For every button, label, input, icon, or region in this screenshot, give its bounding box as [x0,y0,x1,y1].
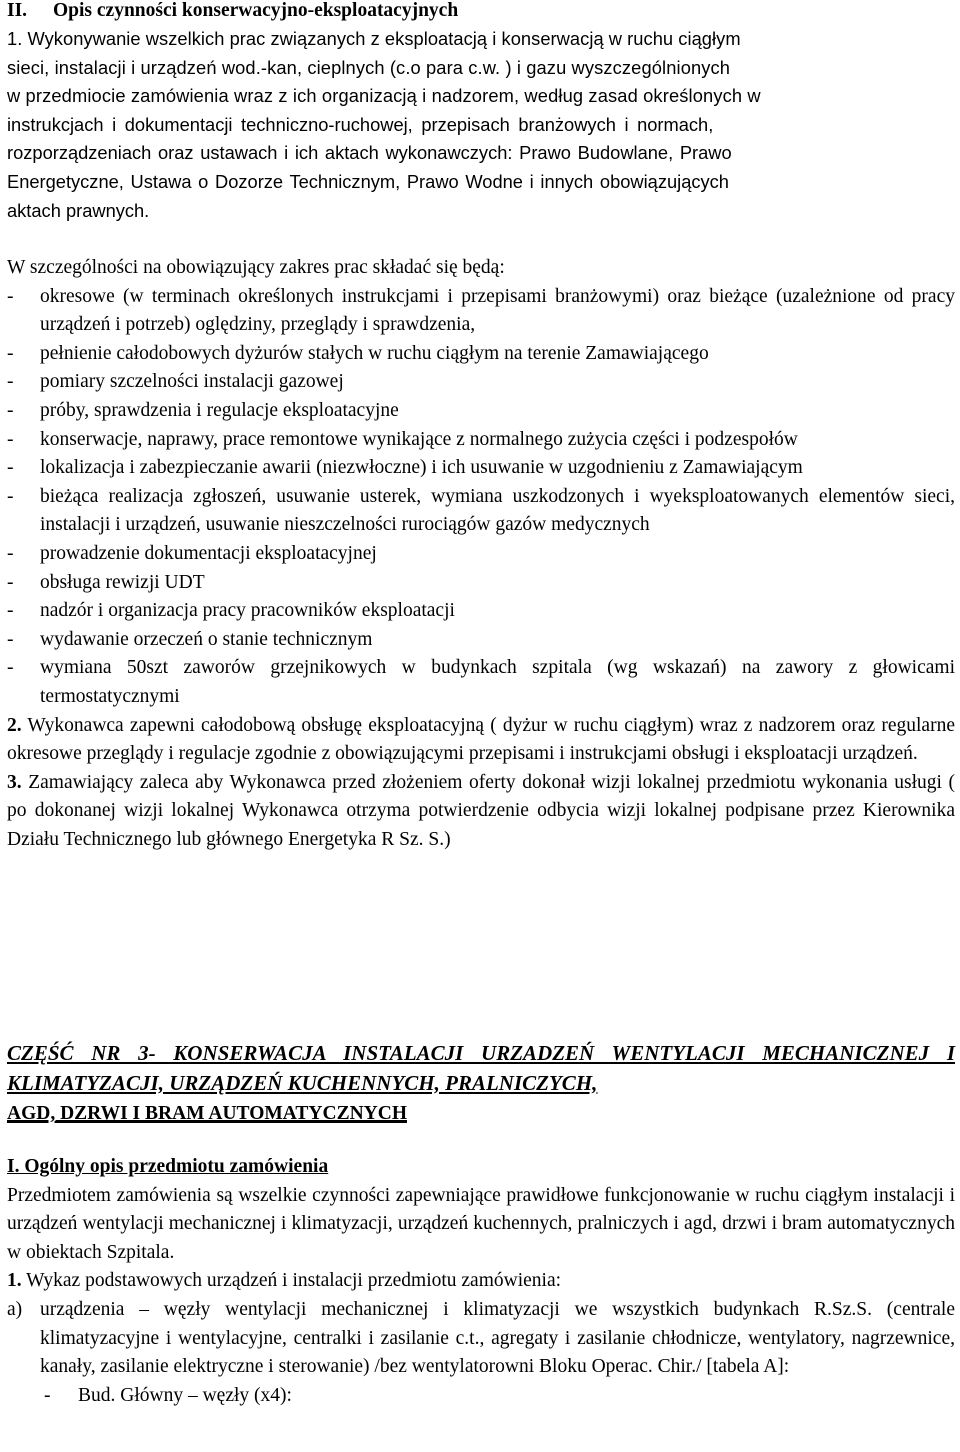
list-dash: - [7,628,14,650]
section-ii-heading [7,0,458,26]
list-item-a [7,1296,955,1382]
list-dash: - [7,457,14,479]
point-1-line: 1. Wykonywanie wszelkich prac związanych z eksploatacją i konserwacją w ruchu ciągłym [7,28,741,49]
scope-item-text: pełnienie całodobowych dyżurów stałych w ruchu ciągłym na terenie Zamawiającego [40,342,709,364]
list-dash: - [7,485,14,507]
list-dash: - [7,571,14,593]
scope-list-item [7,368,955,397]
list-dash: - [7,399,14,421]
section-i-list-intro-text: Wykaz podstawowych urządzeń i instalacji przedmiotu zamówienia: [21,1270,562,1292]
scope-list-item [7,426,955,455]
scope-item-text: wydawanie orzeczeń o stanie technicznym [40,628,373,650]
list-item-a-text: urządzenia – węzły wentylacji mechanicznej i klimatyzacji we wszystkich budynkach R.Sz.S. (centrale klimatyzacyjne i wentylacyjne, centralki i zasilanie c.t., agregaty i zasilanie chłodnicze, wentylatory, nagrzewnice, kanały, zasilanie elektryczne i sterowanie) /bez wentylatorowni Bloku Operac. Chir./ [tabela A]: [40,1298,955,1378]
list-dash: - [7,657,14,679]
section-ii-numeral: II. [7,0,28,21]
scope-list-item [7,340,955,369]
scope-item-text: prowadzenie dokumentacji eksploatacyjnej [40,542,377,564]
point-1-line: Energetyczne, Ustawa o Dozorze Technicznym, Prawo Wodne i innych obowiązujących [7,170,729,192]
scope-list-item [7,626,955,655]
sub-list-item [7,1382,955,1411]
point-1-line: w przedmiocie zamówienia wraz z ich organizacją i nadzorem, według zasad określonych w [7,85,761,107]
list-dash: - [7,600,14,622]
point-1-line: rozporządzeniach oraz ustawach i ich aktach wykonawczych: Prawo Budowlane, Prawo [7,142,732,164]
scope-item-text: bieżąca realizacja zgłoszeń, usuwanie usterek, wymiana uszkodzonych i wyeksploatowanych elementów sieci, instalacji i urządzeń, usuwanie nieszczelności rurociągów gazów medycznych [40,485,955,536]
scope-intro: W szczególności na obowiązujący zakres prac składać się będą: [7,257,505,278]
scope-list-item [7,540,955,569]
point-1-paragraph [7,25,955,225]
scope-section [7,254,955,854]
section-i-paragraph: Przedmiotem zamówienia są wszelkie czynności zapewniające prawidłowe funkcjonowanie w ruchu ciągłym instalacji i urządzeń wentylacji mechanicznej i klimatyzacji, urządzeń kuchennych, pralniczych i agd, drzwi i bram automatycznych w obiektach Szpitala. [7,1184,955,1263]
section-i-list-number: 1. [7,1270,22,1292]
list-dash: - [7,428,14,450]
part-3-title-tail: AGD, DZRWI I BRAM AUTOMATYCZNYCH [7,1103,407,1124]
point-1-line: sieci, instalacji i urządzeń wod.-kan, cieplnych (c.o para c.w. ) i gazu wyszczególnionych [7,56,731,78]
point-2-paragraph [7,712,955,769]
scope-item-text: wymiana 50szt zaworów grzejnikowych w budynkach szpitala (wg wskazań) na zawory z głowicami termostatycznymi [40,657,955,707]
scope-list-item [7,397,955,426]
list-dash: - [44,1384,51,1406]
scope-item-text: nadzór i organizacja pracy pracowników eksploatacji [40,600,455,622]
list-item-a-label: a) [7,1298,23,1320]
point-3-paragraph [7,769,955,855]
scope-list-item [7,597,955,626]
section-ii-title: Opis czynności konserwacyjno-eksploatacyjnych [53,0,459,21]
scope-item-text: konserwacje, naprawy, prace remontowe wynikające z normalnego zużycia części i podzespołów [40,428,798,450]
sub-list-item-text: Bud. Główny – węzły (x4): [78,1384,292,1406]
point-3-text: Zamawiający zaleca aby Wykonawca przed złożeniem oferty dokonał wizji lokalnej przedmiotu wykonania usługi ( po dokonanej wizji lokalnej Wykonawca otrzyma potwierdzenie odbycia wizji lokalnej podpisane przez Kierownika Działu Technicznego lub głównego Energetyka R Sz. S.) [7,771,955,850]
list-dash: - [7,342,14,364]
scope-list-item [7,654,955,711]
scope-list-item [7,483,955,540]
list-dash: - [7,371,14,393]
section-i [7,1153,955,1410]
point-1-line: instrukcjach i dokumentacji techniczno-ruchowej, przepisach branżowych i normach, [7,113,714,135]
scope-list-item [7,283,955,340]
part-3-title-main: CZĘŚĆ NR 3- KONSERWACJA INSTALACJI URZADZEŃ WENTYLACJI MECHANICZNEJ I KLIMATYZACJI, URZĄDZEŃ KUCHENNYCH, PRALNICZYCH, [7,1041,955,1095]
point-2-text: Wykonawca zapewni całodobową obsługę eksploatacyjną ( dyżur w ruchu ciągłym) wraz z nadzorem oraz regularne okresowe przeglądy i regulacje zgodnie z obowiązującymi przepisami i instrukcjami obsługi i eksploatacji urządzeń. [7,714,955,765]
point-3-number: 3. [7,771,22,793]
list-dash: - [7,542,14,564]
part-3-title [7,1039,955,1129]
scope-item-text: lokalizacja i zabezpieczanie awarii (niezwłoczne) i ich usuwanie w uzgodnieniu z Zamawiającym [40,457,803,479]
part-3-title-tail-wrap [7,1098,955,1129]
section-i-heading: I. Ogólny opis przedmiotu zamówienia [7,1156,329,1177]
list-dash: - [7,285,14,307]
scope-item-text: próby, sprawdzenia i regulacje eksploatacyjne [40,399,399,421]
point-2-number: 2. [7,714,22,736]
scope-item-text: pomiary szczelności instalacji gazowej [40,371,344,393]
scope-list-item [7,454,955,483]
scope-item-text: okresowe (w terminach określonych instrukcjami i przepisami branżowymi) oraz bieżące (uzależnione od pracy urządzeń i potrzeb) oględziny, przeglądy i sprawdzenia, [40,285,955,336]
section-i-list-intro [7,1267,955,1296]
point-1-line: aktach prawnych. [7,199,150,221]
scope-item-text: obsługa rewizji UDT [40,571,205,593]
scope-list-item [7,569,955,598]
